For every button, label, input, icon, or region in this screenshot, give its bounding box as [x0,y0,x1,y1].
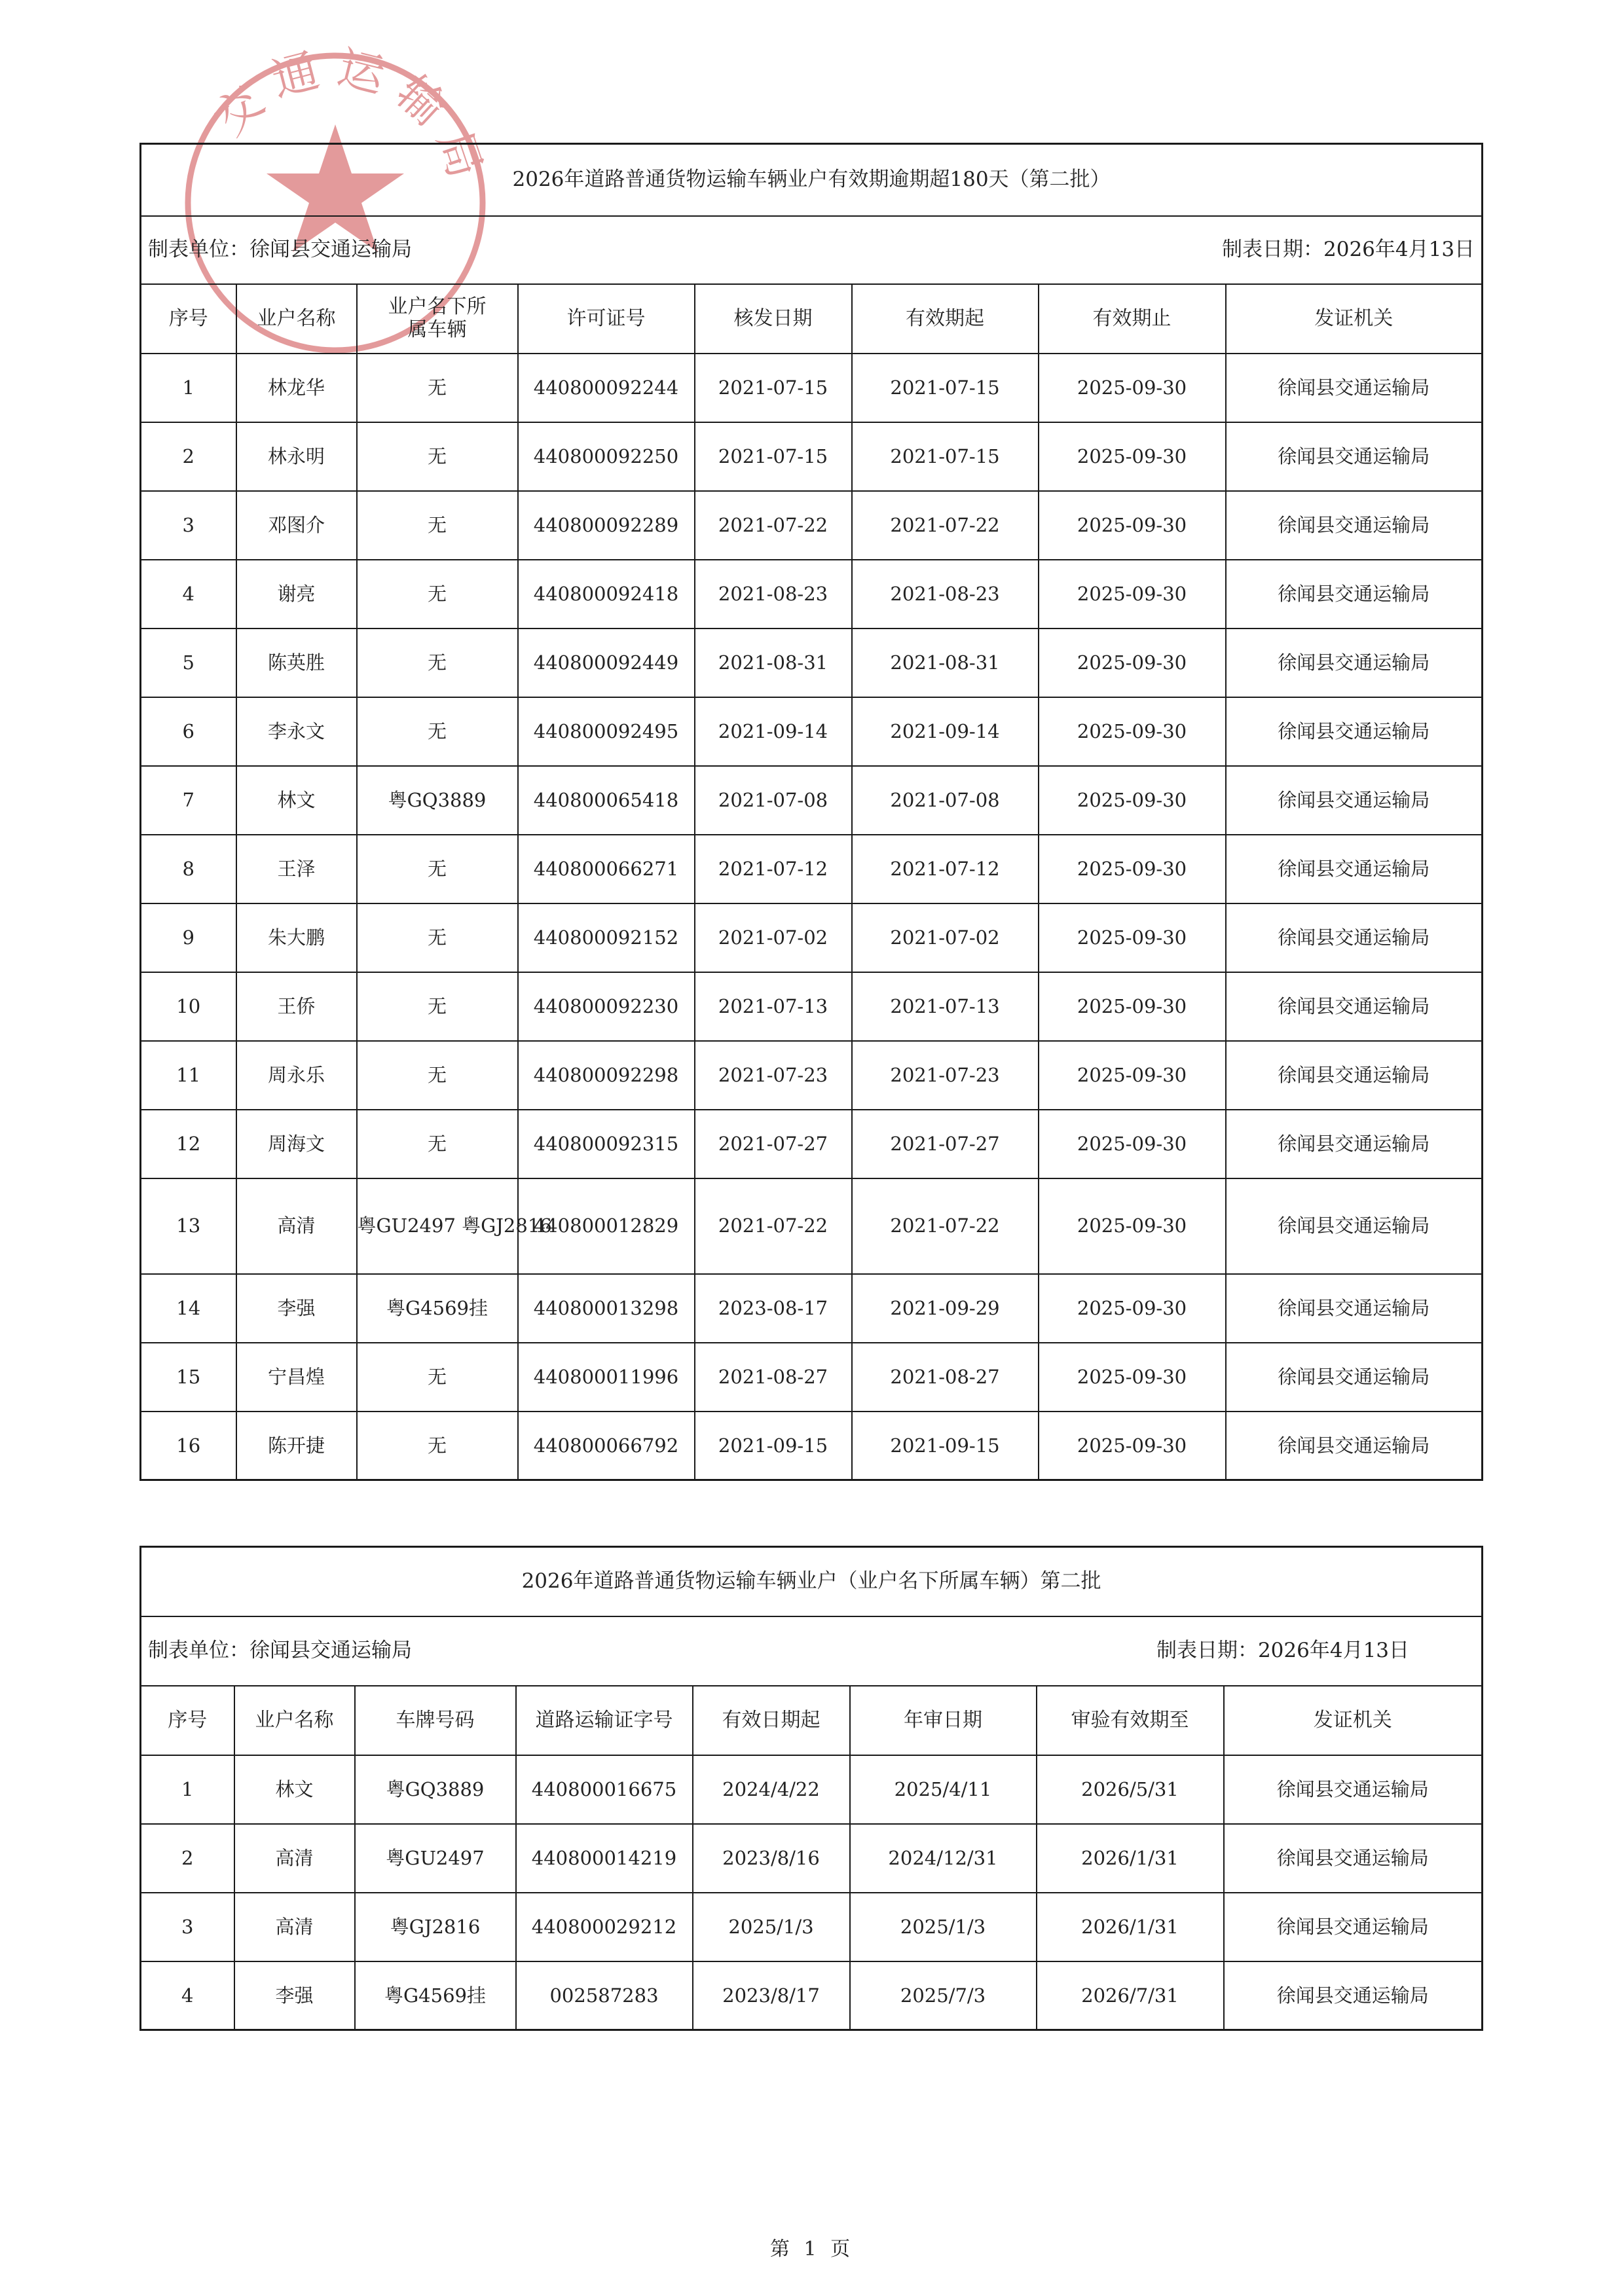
table-cell: 林文 [234,1755,355,1824]
table-cell: 徐闻县交通运输局 [1226,1274,1483,1343]
table-cell: 徐闻县交通运输局 [1226,629,1483,697]
table-cell: 2025-09-30 [1039,1274,1226,1343]
table1-meta-row [141,216,1483,284]
table-cell: 2021-07-22 [852,491,1039,560]
table-cell: 440800012829 [518,1178,695,1274]
table-cell: 2021-09-29 [852,1274,1039,1343]
table-cell: 无 [357,422,518,491]
table-row [141,560,1483,629]
table-cell: 周永乐 [236,1041,357,1110]
table-cell: 徐闻县交通运输局 [1226,835,1483,903]
table-cell: 粤GJ2816 [355,1893,516,1961]
table-cell: 高清 [234,1824,355,1893]
table-cell: 440800092230 [518,972,695,1041]
table-cell: 徐闻县交通运输局 [1226,1041,1483,1110]
table-cell: 2021-07-15 [695,422,852,491]
table-cell: 2025-09-30 [1039,491,1226,560]
table-cell: 2025-09-30 [1039,1343,1226,1412]
page-number: 第 1 页 [769,2238,855,2261]
table-cell: 徐闻县交通运输局 [1226,422,1483,491]
table-cell: 2021-08-27 [695,1343,852,1412]
table-row [141,697,1483,766]
table1-header-cell: 序号 [141,284,236,354]
table-cell: 9 [141,903,236,972]
table-cell: 16 [141,1412,236,1480]
table-cell: 2021-07-15 [695,354,852,422]
table-cell: 2021-07-22 [695,491,852,560]
table-cell: 无 [357,354,518,422]
table-cell: 2023/8/17 [693,1961,850,2030]
operator-vehicles-table [139,1546,1483,2031]
table-cell: 李强 [236,1274,357,1343]
table-cell: 1 [141,354,236,422]
table-cell: 宁昌煌 [236,1343,357,1412]
table-cell: 无 [357,697,518,766]
table-cell: 无 [357,1110,518,1178]
table-cell: 徐闻县交通运输局 [1226,1110,1483,1178]
table-cell: 2021-08-31 [695,629,852,697]
table-cell: 邓图介 [236,491,357,560]
table-cell: 2021-08-23 [695,560,852,629]
table-cell: 440800092298 [518,1041,695,1110]
table-cell: 440800092449 [518,629,695,697]
table-cell: 无 [357,629,518,697]
table-cell: 6 [141,697,236,766]
table1-header-row [141,284,1483,354]
table-cell: 2025-09-30 [1039,354,1226,422]
table-cell: 徐闻县交通运输局 [1226,766,1483,835]
table-cell: 2023/8/16 [693,1824,850,1893]
table-cell: 徐闻县交通运输局 [1226,354,1483,422]
table-cell: 2021-07-27 [695,1110,852,1178]
table-cell: 2025-09-30 [1039,1110,1226,1178]
table-cell: 林龙华 [236,354,357,422]
table-cell: 谢亮 [236,560,357,629]
table-cell: 徐闻县交通运输局 [1224,1755,1483,1824]
table-row [141,1824,1483,1893]
table-cell: 2021-08-31 [852,629,1039,697]
table-row [141,1755,1483,1824]
table-cell: 7 [141,766,236,835]
table-cell: 3 [141,1893,234,1961]
table-cell: 徐闻县交通运输局 [1226,1343,1483,1412]
table-cell: 林永明 [236,422,357,491]
table-cell: 2025-09-30 [1039,1041,1226,1110]
table-cell: 2025-09-30 [1039,629,1226,697]
table2-header-cell: 有效日期起 [693,1686,850,1755]
table-cell: 4 [141,1961,234,2030]
table-cell: 2021-08-27 [852,1343,1039,1412]
table-cell: 2026/5/31 [1037,1755,1224,1824]
table-cell: 440800066271 [518,835,695,903]
table-cell: 2021-07-13 [695,972,852,1041]
table-cell: 无 [357,491,518,560]
table1-header-cell: 有效期止 [1039,284,1226,354]
table1-header-cell: 业户名称 [236,284,357,354]
table-row [141,1893,1483,1961]
table2-header-cell: 年审日期 [850,1686,1037,1755]
table-cell: 2025-09-30 [1039,766,1226,835]
table-cell: 2025/1/3 [850,1893,1037,1961]
table-row [141,491,1483,560]
table-cell: 2021-07-08 [695,766,852,835]
table-cell: 2025-09-30 [1039,422,1226,491]
table-row [141,1343,1483,1412]
table-row [141,1412,1483,1480]
table-cell: 12 [141,1110,236,1178]
table-cell: 徐闻县交通运输局 [1226,903,1483,972]
table1-header-cell: 发证机关 [1226,284,1483,354]
table-cell: 440800092495 [518,697,695,766]
table-row [141,629,1483,697]
table-row [141,972,1483,1041]
table2-header-cell: 审验有效期至 [1037,1686,1224,1755]
table-cell: 2024/12/31 [850,1824,1037,1893]
table-cell: 粤G4569挂 [355,1961,516,2030]
table-cell: 2021-07-12 [852,835,1039,903]
table-cell: 2026/1/31 [1037,1893,1224,1961]
table-row [141,903,1483,972]
table-cell: 440800029212 [516,1893,693,1961]
table-cell: 2021-07-23 [852,1041,1039,1110]
table-cell: 440800092152 [518,903,695,972]
table2-header-cell: 车牌号码 [355,1686,516,1755]
table-cell: 陈开捷 [236,1412,357,1480]
table-cell: 李永文 [236,697,357,766]
table-cell: 2025-09-30 [1039,1178,1226,1274]
table-cell: 周海文 [236,1110,357,1178]
table-cell: 440800066792 [518,1412,695,1480]
table-cell: 8 [141,835,236,903]
table-cell: 2021-08-23 [852,560,1039,629]
table-cell: 2025/1/3 [693,1893,850,1961]
table-cell: 2025-09-30 [1039,835,1226,903]
table-cell: 440800011996 [518,1343,695,1412]
table-cell: 无 [357,1412,518,1480]
table-cell: 徐闻县交通运输局 [1226,697,1483,766]
table-cell: 2021-09-15 [695,1412,852,1480]
table1-date-label: 制表日期：2026年4月13日 [1222,238,1475,262]
table2-title: 2026年道路普通货物运输车辆业户（业户名下所属车辆）第二批 [141,1547,1483,1616]
table-cell: 10 [141,972,236,1041]
table-cell: 2025-09-30 [1039,560,1226,629]
table-cell: 440800092244 [518,354,695,422]
table-cell: 林文 [236,766,357,835]
table-cell: 李强 [234,1961,355,2030]
table-cell: 5 [141,629,236,697]
table-cell: 徐闻县交通运输局 [1226,972,1483,1041]
table-row [141,1041,1483,1110]
table-cell: 2025-09-30 [1039,903,1226,972]
table-cell: 440800065418 [518,766,695,835]
table2-meta-row [141,1616,1483,1686]
table-cell: 粤GU2497 粤GJ2816 [357,1178,518,1274]
table-cell: 2 [141,1824,234,1893]
table-cell: 2025/4/11 [850,1755,1037,1824]
table-cell: 王泽 [236,835,357,903]
table-row [141,1110,1483,1178]
table-cell: 高清 [234,1893,355,1961]
table-cell: 1 [141,1755,234,1824]
table-cell: 粤GU2497 [355,1824,516,1893]
table-cell: 2021-07-08 [852,766,1039,835]
table-cell: 2023-08-17 [695,1274,852,1343]
table2-header-cell: 业户名称 [234,1686,355,1755]
table1-header-cell: 核发日期 [695,284,852,354]
table-cell: 14 [141,1274,236,1343]
table-cell: 2025/7/3 [850,1961,1037,2030]
table-row [141,1274,1483,1343]
table-cell: 2 [141,422,236,491]
table-cell: 2026/7/31 [1037,1961,1224,2030]
table-cell: 2026/1/31 [1037,1824,1224,1893]
table-cell: 徐闻县交通运输局 [1226,1412,1483,1480]
table2-header-cell: 发证机关 [1224,1686,1483,1755]
table-cell: 2021-07-13 [852,972,1039,1041]
table1-header-cell: 有效期起 [852,284,1039,354]
table-cell: 徐闻县交通运输局 [1224,1824,1483,1893]
table-row [141,422,1483,491]
table2-unit-label: 制表单位：徐闻县交通运输局 [148,1639,412,1663]
table-cell: 2021-07-15 [852,354,1039,422]
table-cell: 440800092289 [518,491,695,560]
table-cell: 无 [357,835,518,903]
table-row [141,1961,1483,2030]
table-cell: 2021-07-02 [852,903,1039,972]
table-row [141,1178,1483,1274]
table-row [141,766,1483,835]
table-cell: 3 [141,491,236,560]
table-cell: 440800014219 [516,1824,693,1893]
table-row [141,835,1483,903]
table-cell: 440800092315 [518,1110,695,1178]
table-cell: 440800013298 [518,1274,695,1343]
table-cell: 无 [357,903,518,972]
table-cell: 徐闻县交通运输局 [1226,1178,1483,1274]
table-cell: 2021-09-14 [852,697,1039,766]
table-row [141,354,1483,422]
table-cell: 2021-09-14 [695,697,852,766]
table2-header-row [141,1686,1483,1755]
table-cell: 王侨 [236,972,357,1041]
table-cell: 2021-07-02 [695,903,852,972]
table-cell: 朱大鹏 [236,903,357,972]
table-cell: 无 [357,1041,518,1110]
table-cell: 2021-07-15 [852,422,1039,491]
table-cell: 2021-07-22 [852,1178,1039,1274]
table-cell: 徐闻县交通运输局 [1224,1961,1483,2030]
table-cell: 高清 [236,1178,357,1274]
table-cell: 无 [357,1343,518,1412]
table-cell: 徐闻县交通运输局 [1226,560,1483,629]
table-cell: 440800092418 [518,560,695,629]
table2-date-label: 制表日期：2026年4月13日 [1156,1639,1410,1663]
table-cell: 440800092250 [518,422,695,491]
overdue-operators-table [139,143,1483,1481]
table-cell: 440800016675 [516,1755,693,1824]
table-cell: 4 [141,560,236,629]
table-cell: 002587283 [516,1961,693,2030]
table-cell: 2025-09-30 [1039,972,1226,1041]
table-cell: 2025-09-30 [1039,697,1226,766]
table2-header-cell: 道路运输证字号 [516,1686,693,1755]
table1-header-cell: 业户名下所属车辆 [357,284,518,354]
table-cell: 13 [141,1178,236,1274]
table-cell: 粤GQ3889 [355,1755,516,1824]
table-cell: 徐闻县交通运输局 [1226,491,1483,560]
table-cell: 15 [141,1343,236,1412]
table-cell: 粤GQ3889 [357,766,518,835]
table2-header-cell: 序号 [141,1686,234,1755]
table-cell: 无 [357,560,518,629]
table-cell: 粤G4569挂 [357,1274,518,1343]
seal-text: 交通运输局 [204,40,497,197]
table-cell: 徐闻县交通运输局 [1224,1893,1483,1961]
table-cell: 2021-07-23 [695,1041,852,1110]
table-cell: 11 [141,1041,236,1110]
table-cell: 无 [357,972,518,1041]
table-cell: 2021-07-12 [695,835,852,903]
table-cell: 2021-07-22 [695,1178,852,1274]
table-cell: 2025-09-30 [1039,1412,1226,1480]
table-cell: 陈英胜 [236,629,357,697]
table-cell: 2024/4/22 [693,1755,850,1824]
table1-header-cell: 许可证号 [518,284,695,354]
table1-title: 2026年道路普通货物运输车辆业户有效期逾期超180天（第二批） [141,144,1483,216]
table-cell: 2021-09-15 [852,1412,1039,1480]
table-cell: 2021-07-27 [852,1110,1039,1178]
table1-unit-label: 制表单位：徐闻县交通运输局 [148,238,412,262]
